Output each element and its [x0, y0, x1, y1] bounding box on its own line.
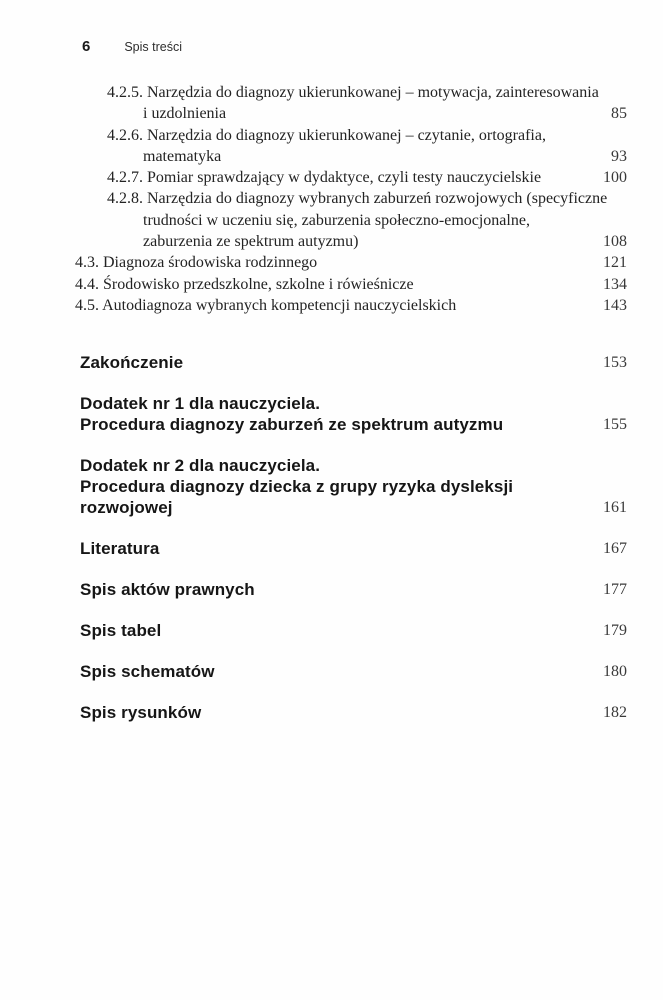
toc-entry-text: i uzdolnienia: [143, 105, 227, 123]
toc-page-number: 143: [603, 296, 627, 314]
toc-entry-text: 4.2.5. Narzędzia do diagnozy ukierunkowanej – motywacja, zainteresowania: [107, 84, 599, 101]
toc-section: [80, 538, 627, 559]
section-page-number: 155: [603, 416, 627, 434]
toc-line: [75, 231, 627, 252]
toc-line: [75, 210, 627, 231]
section-line: [80, 476, 627, 497]
toc-line: [75, 295, 627, 316]
toc-entry: [75, 82, 627, 125]
toc-line: [75, 82, 627, 103]
toc-line: [75, 167, 627, 188]
toc-entry-text: 4.2.7. Pomiar sprawdzający w dydaktyce, czyli testy nauczycielskie: [107, 169, 542, 187]
section-page-number: 153: [603, 354, 627, 372]
toc-line: [75, 274, 627, 295]
toc-entry-text: 4.5. Autodiagnoza wybranych kompetencji nauczycielskich: [75, 296, 457, 314]
toc-page-number: 121: [603, 254, 627, 272]
section-line: [80, 620, 627, 641]
page-header: [0, 0, 663, 56]
toc-entry: [75, 125, 627, 168]
toc-section: [80, 661, 627, 682]
toc-section: [80, 579, 627, 600]
toc-section: [80, 352, 627, 373]
toc-section: [80, 620, 627, 641]
toc-entry-text: trudności w uczeniu się, zaburzenia społeczno-emocjonalne,: [143, 211, 530, 229]
toc-entry-text: 4.2.6. Narzędzia do diagnozy ukierunkowanej – czytanie, ortografia,: [107, 126, 546, 144]
toc-entry-text: 4.2.8. Narzędzia do diagnozy wybranych zaburzeń rozwojowych (specyficzne: [107, 190, 608, 208]
section-line: [80, 414, 627, 435]
toc-line: [75, 252, 627, 273]
toc-entry-text: 4.4. Środowisko przedszkolne, szkolne i rówieśnicze: [75, 275, 414, 293]
section-line: [80, 393, 627, 414]
section-title-text: Procedura diagnozy zaburzeń ze spektrum autyzmu: [80, 415, 504, 435]
section-title-text: Spis schematów: [80, 662, 215, 682]
section-title-text: Literatura: [80, 539, 160, 559]
section-title-text: Zakończenie: [80, 353, 184, 373]
section-title-text: Spis rysunków: [80, 703, 202, 723]
toc-page-number: 108: [603, 233, 627, 251]
toc-entry-text: matematyka: [143, 147, 222, 165]
section-title-text: Dodatek nr 2 dla nauczyciela.: [80, 456, 321, 476]
toc-line: [75, 146, 627, 167]
toc-section: [80, 393, 627, 435]
section-title-text: Spis aktów prawnych: [80, 580, 255, 600]
toc-page-number: 100: [603, 169, 627, 187]
toc-page-number: 85: [611, 105, 627, 123]
section-line: [80, 702, 627, 723]
section-title-text: Procedura diagnozy dziecka z grupy ryzyka dysleksji: [80, 477, 514, 497]
toc-back-matter: [0, 352, 663, 723]
toc-page-number: 93: [611, 147, 627, 165]
section-page-number: 177: [603, 581, 627, 599]
toc-entry-text: 4.3. Diagnoza środowiska rodzinnego: [75, 254, 318, 272]
toc-line: [75, 125, 627, 146]
section-line: [80, 455, 627, 476]
toc-entry: [75, 295, 627, 316]
toc-line: [75, 188, 627, 209]
toc-list: [0, 82, 663, 316]
section-title-text: Spis tabel: [80, 621, 162, 641]
toc-entry-text: zaburzenia ze spektrum autyzmu): [143, 233, 359, 251]
section-line: [80, 661, 627, 682]
running-title: Spis treści: [124, 40, 182, 54]
section-page-number: 182: [603, 704, 627, 722]
section-line: [80, 579, 627, 600]
section-page-number: 161: [603, 499, 627, 517]
toc-page-number: 134: [603, 275, 627, 293]
section-page-number: 180: [603, 663, 627, 681]
toc-section: [80, 455, 627, 518]
section-line: [80, 497, 627, 518]
toc-entry: [75, 167, 627, 188]
section-page-number: 179: [603, 622, 627, 640]
page-number: 6: [82, 38, 91, 55]
toc-section: [80, 702, 627, 723]
toc-entry: [75, 274, 627, 295]
toc-entry: [75, 252, 627, 273]
section-title-text: rozwojowej: [80, 498, 173, 518]
section-line: [80, 352, 627, 373]
section-line: [80, 538, 627, 559]
section-title-text: Dodatek nr 1 dla nauczyciela.: [80, 394, 321, 414]
toc-line: [75, 103, 627, 124]
section-page-number: 167: [603, 540, 627, 558]
toc-entry: [75, 188, 627, 252]
